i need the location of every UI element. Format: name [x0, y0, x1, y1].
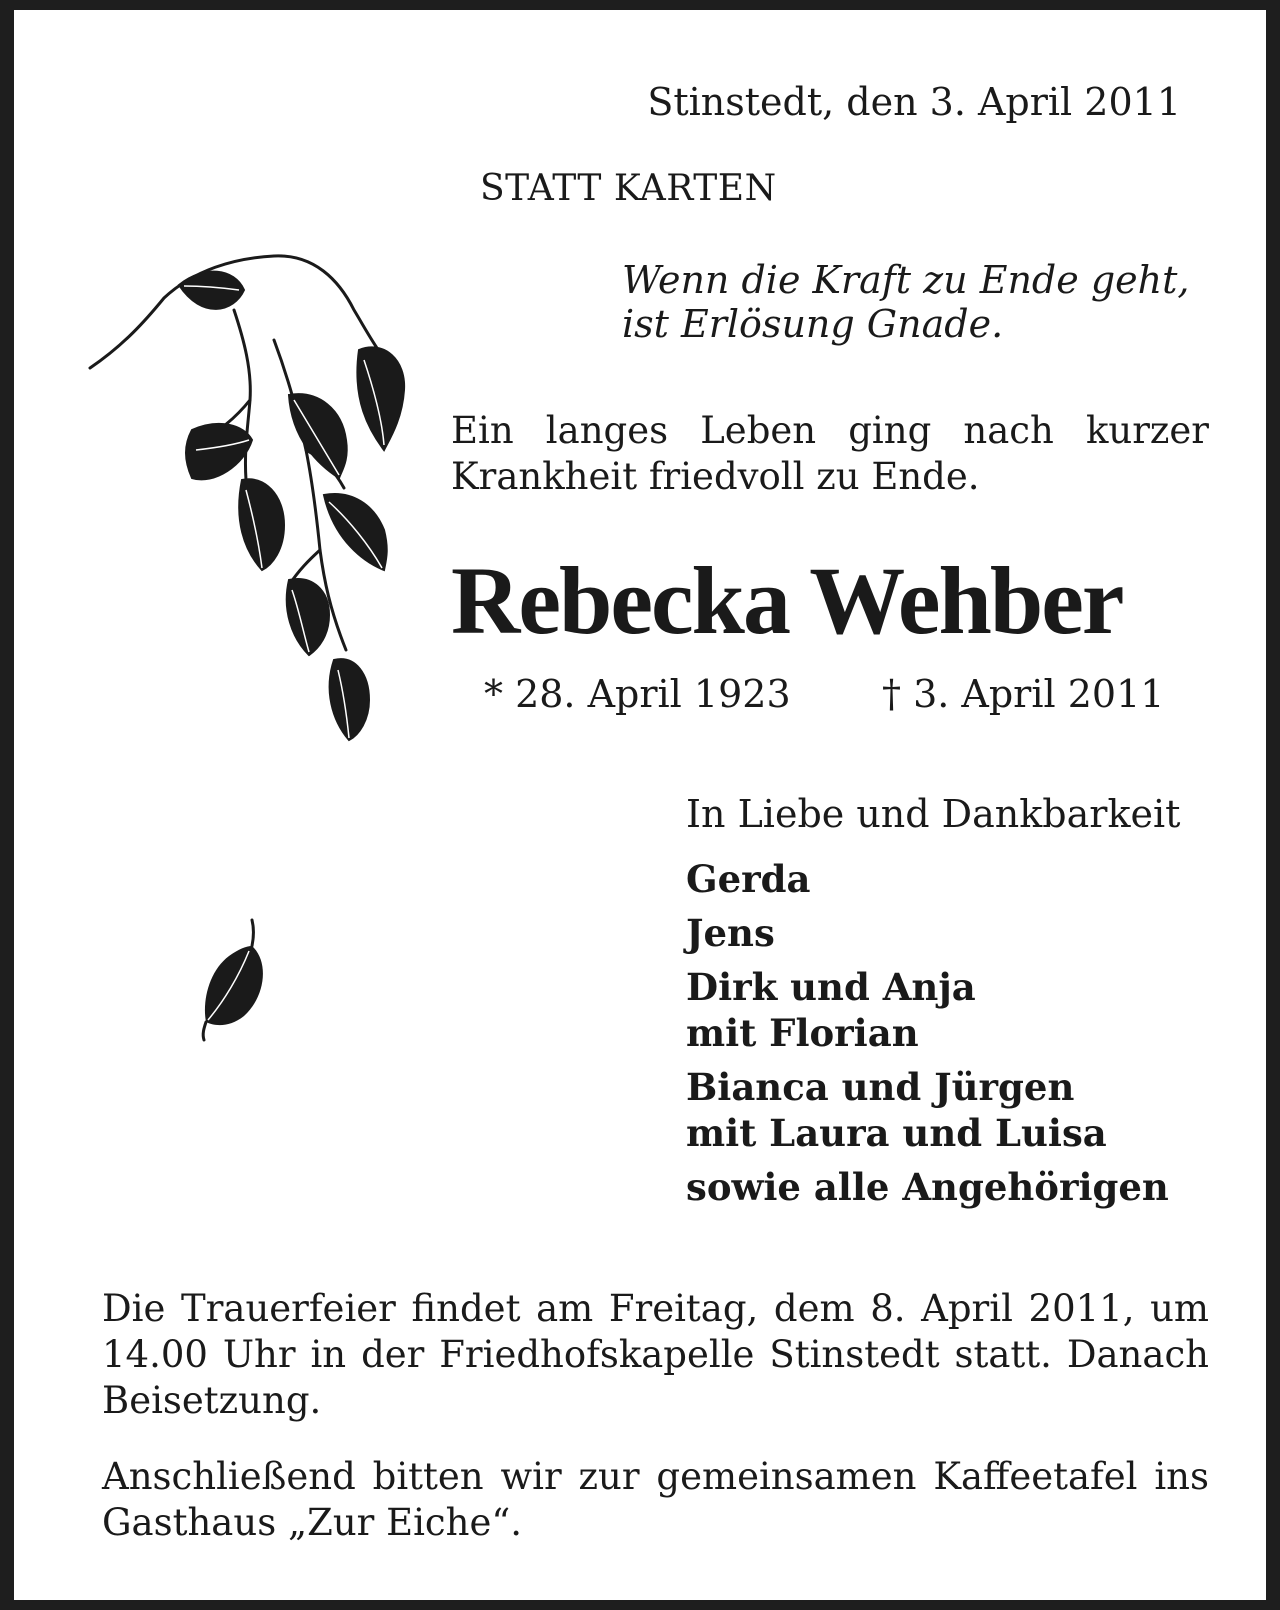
birth-date: * 28. April 1923 [484, 672, 791, 716]
mourner-entry [686, 1064, 1169, 1156]
ceremony-info: Die Trauerfeier findet am Freitag, dem 8. April 2011, um 14.00 Uhr in der Friedhofskapelle Stinstedt statt. Danach Beisetzung. [102, 1287, 1209, 1422]
mourner-line: mit Florian [686, 1011, 919, 1055]
coffee-invitation: Anschließend bitten wir zur gemeinsamen Kaffeetafel ins Gasthaus „Zur Eiche“. [102, 1455, 1209, 1544]
statt-karten-label: STATT KARTEN [480, 168, 777, 209]
deceased-name: Rebecka Wehber [451, 547, 1123, 654]
birch-branch-icon [84, 250, 434, 770]
death-date: † 3. April 2011 [882, 672, 1165, 716]
mourning-heading: In Liebe und Dankbarkeit [686, 792, 1181, 836]
mourner-line: Dirk und Anja [686, 965, 976, 1009]
mourner-entry [686, 1164, 1169, 1210]
mourner-line: Jens [686, 911, 775, 955]
intro-text: Ein langes Leben ging nach kurzer Krankheit friedvoll zu Ende. [451, 409, 1209, 498]
mourner-entry [686, 910, 1169, 956]
mourner-line: mit Laura und Luisa [686, 1111, 1107, 1155]
falling-leaf-icon [194, 916, 274, 1046]
place-date: Stinstedt, den 3. April 2011 [647, 80, 1181, 124]
motto-quote [622, 258, 1189, 346]
mourner-line: Gerda [686, 857, 811, 901]
motto-line: ist Erlösung Gnade. [622, 302, 1004, 346]
mourner-entry [686, 964, 1169, 1056]
motto-line: Wenn die Kraft zu Ende geht, [622, 258, 1190, 302]
mourners-list [686, 856, 1169, 1218]
mourner-line: sowie alle Angehörigen [686, 1165, 1169, 1209]
mourner-entry [686, 856, 1169, 902]
mourner-line: Bianca und Jürgen [686, 1065, 1075, 1109]
